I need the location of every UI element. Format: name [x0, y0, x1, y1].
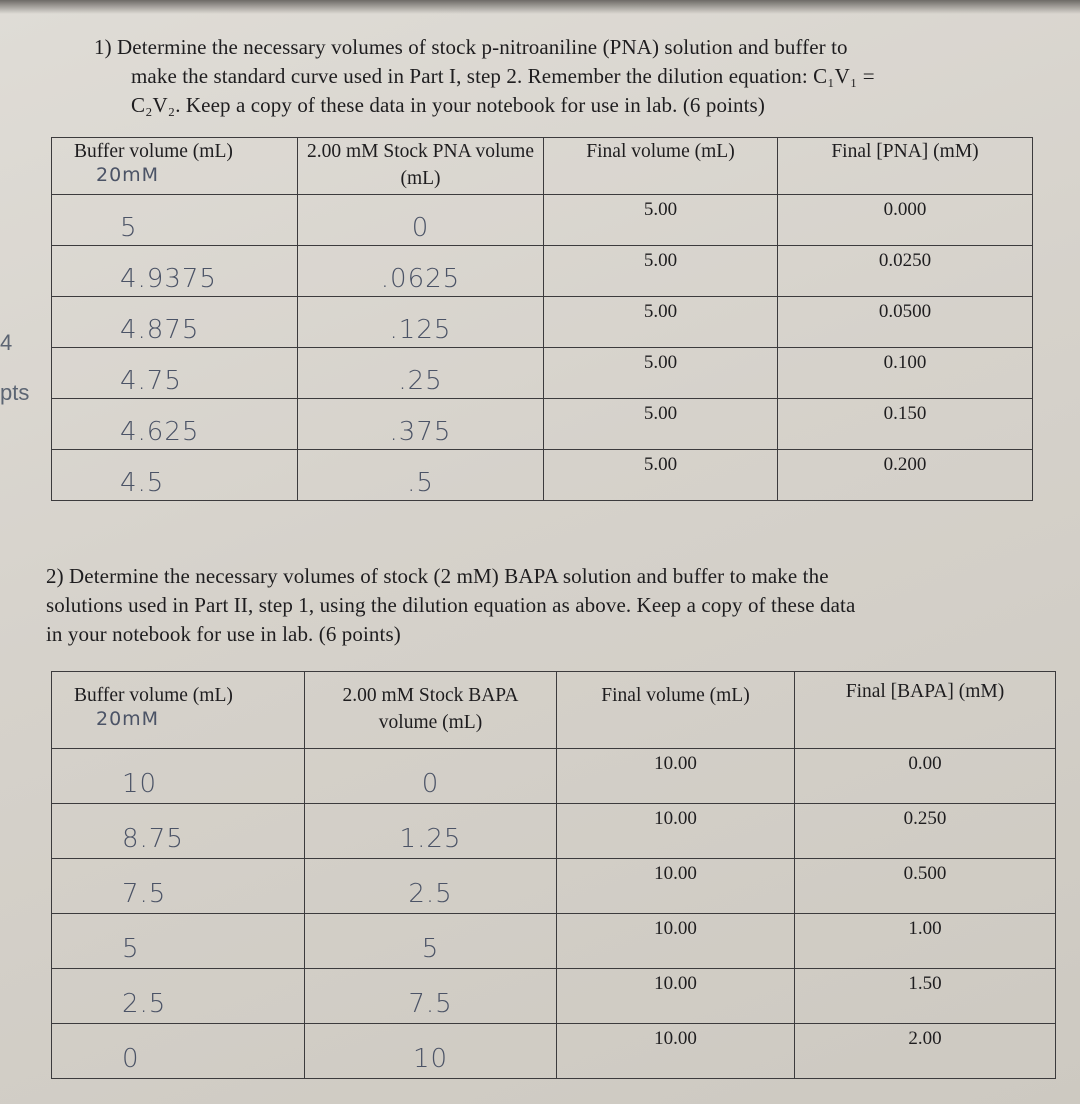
stock-volume-cell[interactable]: [305, 914, 557, 969]
bapa-dilution-table: [51, 671, 1056, 1079]
pna-dilution-table: [51, 137, 1033, 501]
final-concentration-value: 0.0250: [878, 250, 932, 271]
final-concentration-value: 2.00: [908, 1028, 942, 1049]
stock-volume-value: .0625: [380, 264, 461, 294]
buffer-volume-value: 8.75: [122, 824, 184, 854]
final-concentration-cell: [778, 399, 1033, 450]
final-concentration-value: 1.50: [908, 973, 942, 994]
final-volume-cell: [544, 195, 778, 246]
buffer-volume-value: 4.875: [120, 315, 200, 345]
buffer-volume-cell[interactable]: [52, 450, 298, 501]
stock-volume-value: 5: [421, 934, 440, 964]
buffer-volume-value: 4.75: [120, 366, 182, 396]
final-volume-value: 10.00: [654, 1028, 697, 1049]
stock-volume-cell[interactable]: [305, 804, 557, 859]
final-volume-value: 5.00: [643, 301, 678, 322]
buffer-volume-cell[interactable]: [52, 399, 298, 450]
final-concentration-value: 0.000: [883, 199, 927, 220]
final-volume-value: 10.00: [654, 863, 697, 884]
table-header-row: [52, 138, 1033, 195]
stock-volume-cell[interactable]: [305, 859, 557, 914]
stock-volume-value: .125: [389, 315, 452, 345]
stock-volume-value: 0: [411, 213, 430, 243]
table-row: [52, 749, 1056, 804]
column-header-buffer-label: Buffer volume (mL): [74, 685, 233, 706]
buffer-volume-cell[interactable]: [52, 804, 305, 859]
final-concentration-value: 0.500: [903, 863, 947, 884]
final-volume-value: 10.00: [654, 918, 697, 939]
table-row: [52, 195, 1033, 246]
final-volume-cell: [544, 297, 778, 348]
final-volume-cell: [544, 246, 778, 297]
final-concentration-cell: [795, 859, 1056, 914]
buffer-volume-cell[interactable]: [52, 195, 298, 246]
buffer-concentration-note: 20mM: [96, 164, 160, 186]
buffer-volume-value: 7.5: [122, 879, 167, 909]
buffer-volume-value: 4.9375: [120, 264, 217, 294]
final-volume-value: 5.00: [643, 454, 678, 475]
column-header-final-concentration: Final [PNA] (mM): [778, 138, 1033, 195]
buffer-volume-cell[interactable]: [52, 348, 298, 399]
question-2-line-3: in your notebook for use in lab. (6 points): [46, 622, 401, 646]
buffer-volume-cell[interactable]: [52, 297, 298, 348]
final-volume-value: 10.00: [654, 973, 697, 994]
stock-volume-cell[interactable]: [298, 399, 544, 450]
stock-volume-cell[interactable]: [298, 348, 544, 399]
question-1: [94, 33, 994, 120]
stock-volume-value: .375: [389, 417, 452, 447]
stock-volume-value: 7.5: [408, 989, 453, 1019]
buffer-volume-cell[interactable]: [52, 246, 298, 297]
final-volume-cell: [557, 1024, 795, 1079]
final-volume-cell: [544, 348, 778, 399]
question-1-line-2: make the standard curve used in Part I, step 2. Remember the dilution equation: C₁V₁ =: [131, 64, 875, 88]
final-volume-value: 5.00: [643, 352, 678, 373]
column-header-stock: 2.00 mM Stock BAPA volume (mL): [305, 672, 557, 749]
question-1-line-3: C₂V₂. Keep a copy of these data in your notebook for use in lab. (6 points): [131, 93, 765, 117]
final-volume-cell: [557, 914, 795, 969]
final-volume-cell: [557, 969, 795, 1024]
buffer-volume-cell[interactable]: [52, 859, 305, 914]
final-volume-value: 5.00: [643, 199, 678, 220]
final-concentration-value: 0.250: [903, 808, 947, 829]
final-volume-cell: [544, 399, 778, 450]
table-row: [52, 914, 1056, 969]
final-concentration-cell: [795, 1024, 1056, 1079]
final-concentration-cell: [795, 804, 1056, 859]
table-row: [52, 1024, 1056, 1079]
table-row: [52, 348, 1033, 399]
final-volume-value: 5.00: [643, 250, 678, 271]
column-header-final-volume: Final volume (mL): [557, 672, 795, 749]
question-1-line-1: 1) Determine the necessary volumes of stock p-nitroaniline (PNA) solution and buffer to: [94, 35, 848, 59]
margin-mark-score: 4: [0, 330, 13, 355]
table-row: [52, 399, 1033, 450]
final-concentration-cell: [778, 195, 1033, 246]
final-concentration-cell: [795, 749, 1056, 804]
stock-volume-cell[interactable]: [305, 1024, 557, 1079]
question-2: [46, 562, 1046, 649]
buffer-volume-value: 10: [122, 769, 158, 799]
stock-volume-cell[interactable]: [298, 450, 544, 501]
final-volume-cell: [544, 450, 778, 501]
margin-mark-pts: pts: [0, 380, 30, 405]
stock-volume-value: 10: [412, 1044, 449, 1074]
buffer-volume-value: 5: [122, 934, 140, 964]
table-row: [52, 450, 1033, 501]
final-concentration-value: 0.150: [883, 403, 927, 424]
buffer-volume-cell[interactable]: [52, 1024, 305, 1079]
final-volume-cell: [557, 859, 795, 914]
buffer-volume-cell[interactable]: [52, 969, 305, 1024]
column-header-buffer: [52, 138, 298, 195]
buffer-volume-cell[interactable]: [52, 749, 305, 804]
final-volume-cell: [557, 804, 795, 859]
final-concentration-value: 0.0500: [878, 301, 932, 322]
final-concentration-value: 0.200: [883, 454, 927, 475]
stock-volume-value: 2.5: [408, 879, 453, 909]
buffer-concentration-note: 20mM: [96, 708, 160, 730]
final-volume-value: 5.00: [643, 403, 678, 424]
stock-volume-cell[interactable]: [298, 297, 544, 348]
final-concentration-cell: [795, 969, 1056, 1024]
column-header-buffer: [52, 672, 305, 749]
buffer-volume-value: 4.5: [120, 468, 165, 498]
stock-volume-value: 0: [421, 769, 440, 799]
final-concentration-cell: [778, 450, 1033, 501]
final-concentration-value: 0.100: [883, 352, 927, 373]
final-volume-value: 10.00: [654, 808, 697, 829]
stock-volume-cell[interactable]: [298, 246, 544, 297]
margin-marks: [0, 318, 29, 418]
question-2-line-1: 2) Determine the necessary volumes of stock (2 mM) BAPA solution and buffer to make the: [46, 564, 829, 588]
stock-volume-cell[interactable]: [305, 969, 557, 1024]
stock-volume-cell[interactable]: [298, 195, 544, 246]
table-row: [52, 859, 1056, 914]
column-header-stock: 2.00 mM Stock PNA volume (mL): [298, 138, 544, 195]
final-concentration-cell: [778, 348, 1033, 399]
final-volume-value: 10.00: [654, 753, 697, 774]
question-2-line-2: solutions used in Part II, step 1, using the dilution equation as above. Keep a copy of these data: [46, 593, 856, 617]
final-concentration-cell: [778, 297, 1033, 348]
buffer-volume-value: 4.625: [120, 417, 200, 447]
column-header-final-volume: Final volume (mL): [544, 138, 778, 195]
stock-volume-value: 1.25: [399, 824, 462, 854]
column-header-final-concentration: Final [BAPA] (mM): [795, 672, 1056, 749]
buffer-volume-value: 2.5: [122, 989, 167, 1019]
buffer-volume-cell[interactable]: [52, 914, 305, 969]
table-row: [52, 804, 1056, 859]
table-row: [52, 297, 1033, 348]
page-top-shadow: [0, 0, 1080, 14]
table-header-row: [52, 672, 1056, 749]
final-concentration-value: 0.00: [908, 753, 942, 774]
final-volume-cell: [557, 749, 795, 804]
final-concentration-cell: [795, 914, 1056, 969]
stock-volume-value: .5: [407, 468, 434, 498]
stock-volume-cell[interactable]: [305, 749, 557, 804]
stock-volume-value: .25: [398, 366, 443, 396]
final-concentration-cell: [778, 246, 1033, 297]
column-header-buffer-label: Buffer volume (mL): [74, 141, 233, 162]
buffer-volume-value: 5: [120, 213, 138, 243]
buffer-volume-value: 0: [122, 1044, 140, 1074]
final-concentration-value: 1.00: [908, 918, 942, 939]
table-row: [52, 969, 1056, 1024]
table-row: [52, 246, 1033, 297]
